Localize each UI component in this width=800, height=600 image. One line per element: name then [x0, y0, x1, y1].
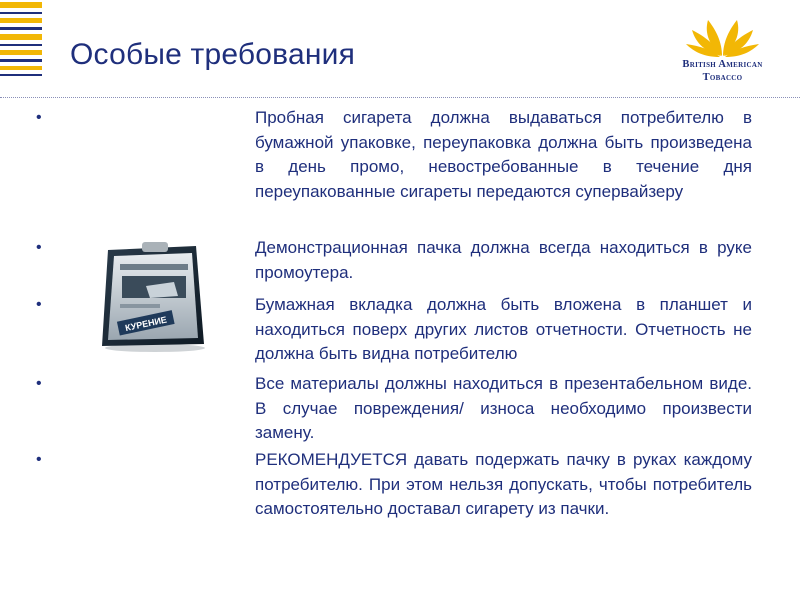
list-item [36, 106, 756, 236]
logo-line-2: Tobacco [702, 72, 743, 83]
bullet-marker: • [36, 296, 42, 313]
requirements-list [36, 106, 756, 522]
slide-title: Особые требования [70, 38, 356, 71]
list-item-text: Все материалы должны находиться в презентабельном виде. В случае повреждения/ износа необходимо произвести замену. [255, 374, 752, 442]
list-item [36, 448, 756, 522]
list-item-text: Демонстрационная пачка должна всегда находиться в руке промоутера. [255, 238, 752, 282]
leaf-emblem-icon [660, 16, 785, 58]
list-item-text: Пробная сигарета должна выдаваться потребителю в бумажной упаковке, переупаковка должна быть произведена в день промо, невостребованные в течение дня переупакованные сигареты передаются супервайзеру [255, 108, 752, 201]
list-item-text: Бумажная вкладка должна быть вложена в планшет и находиться поверх других листов отчетности. Отчетность не должна быть видна потребителю [255, 295, 752, 363]
list-item [36, 293, 756, 372]
clipboard-label: КУРЕНИЕ [124, 314, 168, 334]
bullet-marker: • [36, 109, 42, 126]
bat-logo [660, 16, 785, 94]
bullet-marker: • [36, 451, 42, 468]
bullet-marker: • [36, 375, 42, 392]
bullet-marker: • [36, 239, 42, 256]
list-item-text: РЕКОМЕНДУЕТСЯ давать подержать пачку в руках каждому потребителю. При этом нельзя допускать, чтобы потребитель самостоятельно доставал сигарету из пачки. [255, 450, 752, 518]
list-item [36, 372, 756, 448]
logo-line-1: British American [682, 59, 763, 70]
decorative-stripes [0, 0, 42, 100]
header-divider [0, 97, 800, 98]
list-item [36, 236, 756, 293]
